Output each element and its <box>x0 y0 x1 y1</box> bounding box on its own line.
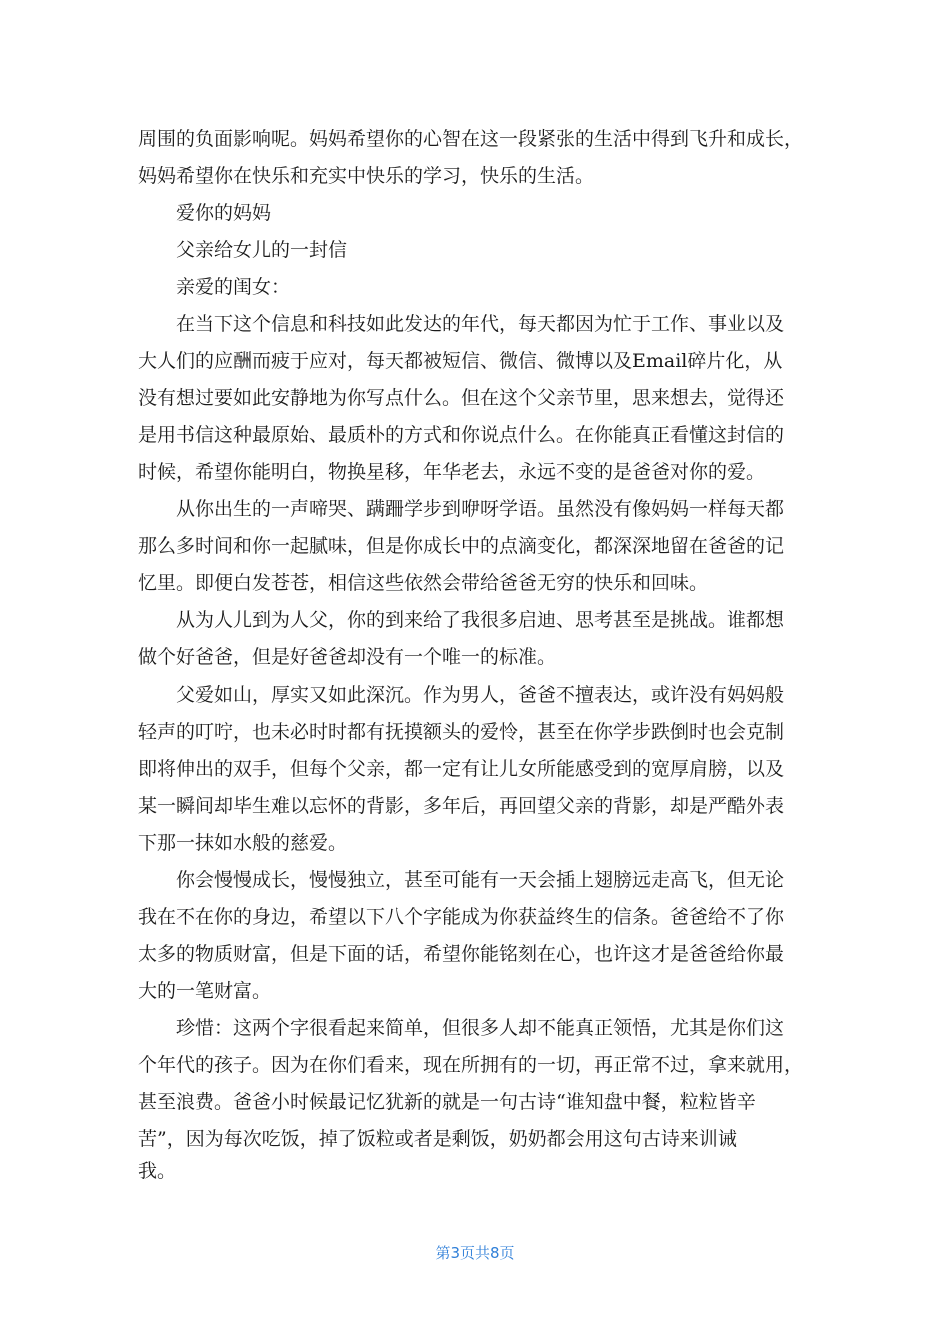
text-line: 从你出生的一声啼哭、蹒跚学步到咿呀学语。虽然没有像妈妈一样每天都 <box>138 498 785 520</box>
text-line: 珍惜：这两个字很看起来简单，但很多人却不能真正领悟，尤其是你们这 <box>138 1017 785 1039</box>
text-line: 父亲给女儿的一封信 <box>138 239 348 261</box>
text-line: 周围的负面影响呢。妈妈希望你的心智在这一段紧张的生活中得到飞升和成长， <box>138 128 804 150</box>
text-line: 妈妈希望你在快乐和充实中快乐的学习，快乐的生活。 <box>138 165 595 187</box>
text-line: 爱你的妈妈 <box>138 202 272 224</box>
text-line: 没有想过要如此安静地为你写点什么。但在这个父亲节里，思来想去，觉得还 <box>138 387 785 409</box>
text-line: 苦”，因为每次吃饭，掉了饭粒或者是剩饭，奶奶都会用这句古诗来训诫 <box>138 1128 737 1150</box>
text-line: 父爱如山，厚实又如此深沉。作为男人，爸爸不擅表达，或许没有妈妈般 <box>138 684 785 706</box>
text-line: 大的一笔财富。 <box>138 980 272 1002</box>
text-line: 在当下这个信息和科技如此发达的年代，每天都因为忙于工作、事业以及 <box>138 313 785 335</box>
text-line: 太多的物质财富，但是下面的话，希望你能铭刻在心，也许这才是爸爸给你最 <box>138 943 785 965</box>
page-number-footer: 第3页共8页 <box>435 1244 515 1262</box>
text-line: 大人们的应酬而疲于应对，每天都被短信、微信、微博以及Email碎片化，从 <box>138 350 783 372</box>
text-line: 下那一抹如水般的慈爱。 <box>138 832 348 854</box>
text-line: 从为人儿到为人父，你的到来给了我很多启迪、思考甚至是挑战。谁都想 <box>138 609 785 631</box>
text-line: 做个好爸爸，但是好爸爸却没有一个唯一的标准。 <box>138 646 557 668</box>
text-line: 我。 <box>138 1160 177 1182</box>
text-line: 时候，希望你能明白，物换星移，年华老去，永远不变的是爸爸对你的爱。 <box>138 461 766 483</box>
text-line: 甚至浪费。爸爸小时候最记忆犹新的就是一句古诗“谁知盘中餐，粒粒皆辛 <box>138 1091 756 1113</box>
text-line: 忆里。即便白发苍苍，相信这些依然会带给爸爸无穷的快乐和回味。 <box>138 572 709 594</box>
text-line: 你会慢慢成长，慢慢独立，甚至可能有一天会插上翅膀远走高飞，但无论 <box>138 869 785 891</box>
text-line: 个年代的孩子。因为在你们看来，现在所拥有的一切，再正常不过，拿来就用， <box>138 1054 804 1076</box>
text-line: 是用书信这种最原始、最质朴的方式和你说点什么。在你能真正看懂这封信的 <box>138 424 785 446</box>
text-line: 亲爱的闺女： <box>138 276 291 298</box>
text-line: 那么多时间和你一起腻味，但是你成长中的点滴变化，都深深地留在爸爸的记 <box>138 535 785 557</box>
text-line: 某一瞬间却毕生难以忘怀的背影，多年后，再回望父亲的背影，却是严酷外表 <box>138 795 785 817</box>
text-line: 轻声的叮咛，也未必时时都有抚摸额头的爱怜，甚至在你学步跌倒时也会克制 <box>138 721 785 743</box>
text-line: 即将伸出的双手，但每个父亲，都一定有让儿女所能感受到的宽厚肩膀，以及 <box>138 758 785 780</box>
text-line: 我在不在你的身边，希望以下八个字能成为你获益终生的信条。爸爸给不了你 <box>138 906 785 928</box>
